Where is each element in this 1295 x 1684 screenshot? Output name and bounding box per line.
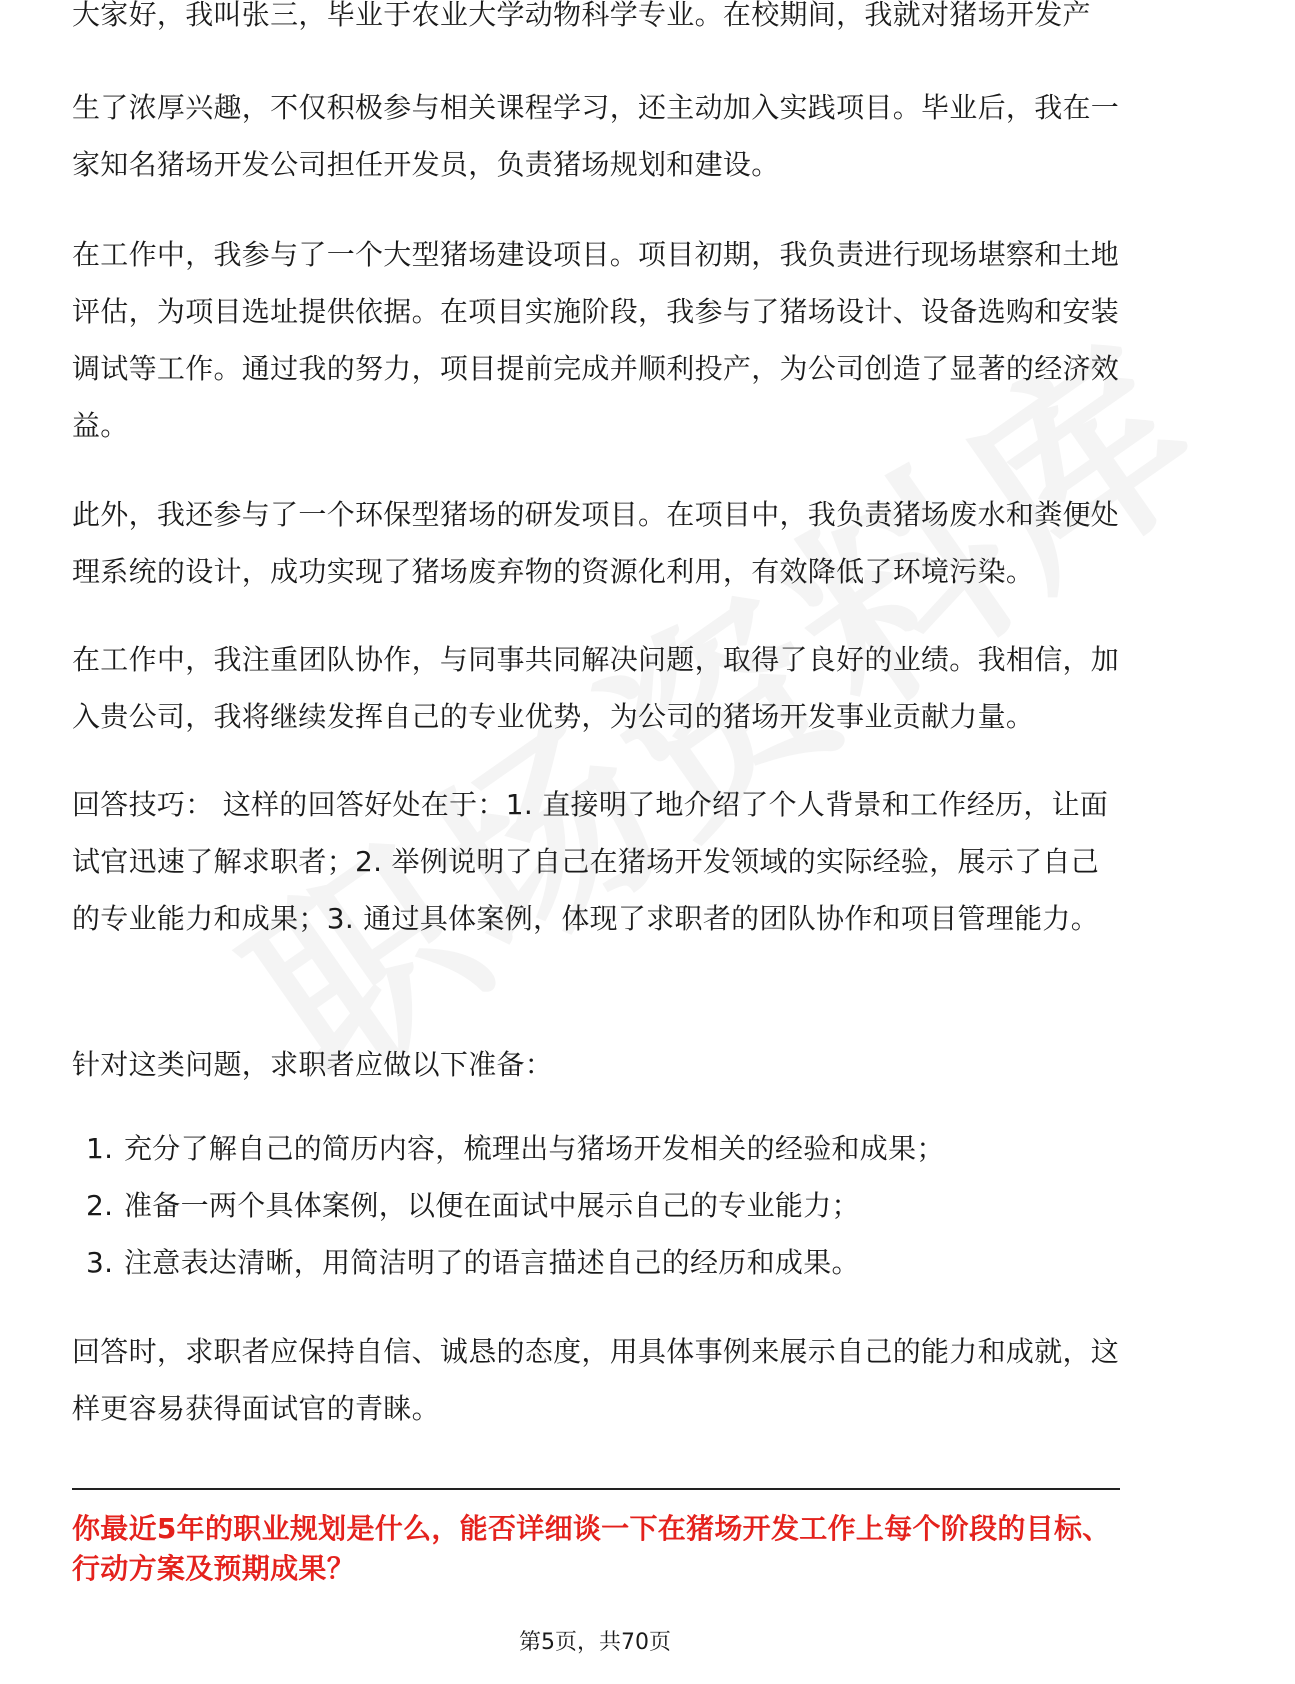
paragraph-answer-tips: 回答技巧： 这样的回答好处在于：1. 直接明了地介绍了个人背景和工作经历，让面试官迅速了解求职者；2. 举例说明了自己在猪场开发领域的实际经验，展示了自己的专业能力和成果；3. 通过具体案例，体现了求职者的团队协作和项目管理能力。 [72,788,1109,935]
cut-off-line-text: 大家好，我叫张三，毕业于农业大学动物科学专业。在校期间，我就对猪场开发产 [72,0,1091,31]
section-divider [72,1488,1120,1490]
preparation-list [72,1120,1120,1291]
list-item-text: 注意表达清晰，用简洁明了的语言描述自己的经历和成果。 [124,1246,860,1279]
paragraph-background: 生了浓厚兴趣，不仅积极参与相关课程学习，还主动加入实践项目。毕业后，我在一家知名猪场开发公司担任开发员，负责猪场规划和建设。 [72,91,1120,181]
list-item-number: 1. [86,1132,114,1165]
list-item [72,1234,1120,1291]
list-item-number: 3. [86,1246,114,1279]
list-item-text: 准备一两个具体案例，以便在面试中展示自己的专业能力； [124,1189,860,1222]
page-footer: 第5页，共70页 [519,1630,671,1655]
paragraph-preparation-intro: 针对这类问题，求职者应做以下准备： [72,1048,554,1081]
cut-off-line [72,0,1112,62]
list-item [72,1177,1120,1234]
list-item-text: 充分了解自己的简历内容，梳理出与猪场开发相关的经验和成果； [124,1132,945,1165]
next-question-heading: 你最近5年的职业规划是什么，能否详细谈一下在猪场开发工作上每个阶段的目标、行动方案及预期成果？ [72,1512,1111,1585]
list-item-number: 2. [86,1189,114,1222]
list-item [72,1120,1120,1177]
paragraph-project: 在工作中，我参与了一个大型猪场建设项目。项目初期，我负责进行现场堪察和土地评估，为项目选址提供依据。在项目实施阶段，我参与了猪场设计、设备选购和安装调试等工作。通过我的努力，项目提前完成并顺利投产，为公司创造了显著的经济效益。 [72,238,1120,442]
paragraph-teamwork: 在工作中，我注重团队协作，与同事共同解决问题，取得了良好的业绩。我相信，加入贵公司，我将继续发挥自己的专业优势，为公司的猪场开发事业贡献力量。 [72,643,1120,733]
paragraph-eco-project: 此外，我还参与了一个环保型猪场的研发项目。在项目中，我负责猪场废水和粪便处理系统的设计，成功实现了猪场废弃物的资源化利用，有效降低了环境污染。 [72,498,1120,588]
paragraph-closing: 回答时，求职者应保持自信、诚恳的态度，用具体事例来展示自己的能力和成就，这样更容易获得面试官的青睐。 [72,1335,1120,1425]
